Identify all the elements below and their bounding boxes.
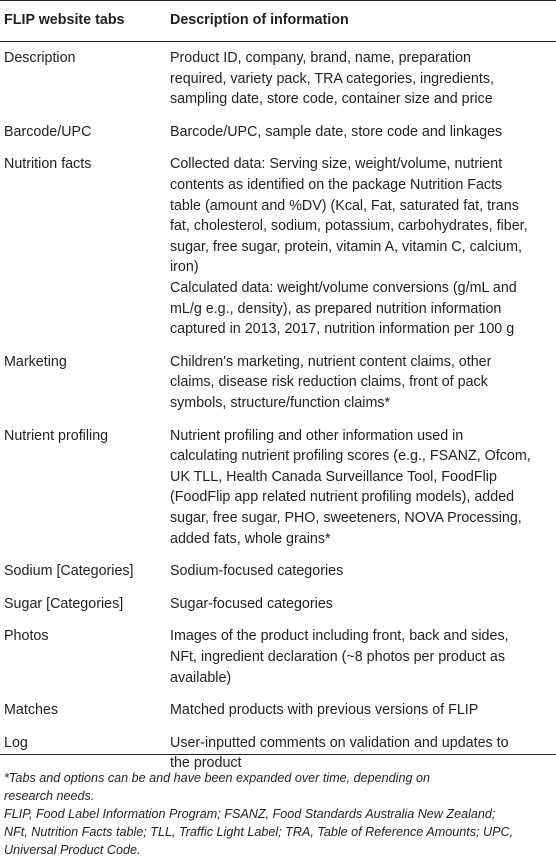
table-row (0, 588, 556, 621)
row-description (170, 122, 502, 143)
description-line: UK TLL, Health Canada Surveillance Tool, FoodFlip (170, 468, 497, 485)
row-description (170, 561, 343, 582)
row-description (170, 48, 494, 110)
table-row (0, 116, 556, 149)
row-tab-name: Barcode/UPC (4, 123, 92, 140)
description-line: contents as identified on the package Nutrition Facts (170, 176, 503, 193)
row-tab-name: Sugar [Categories] (4, 595, 124, 612)
row-tab-name: Sodium [Categories] (4, 563, 134, 580)
description-line: Matched products with previous versions of FLIP (170, 702, 479, 719)
table-row (0, 620, 556, 694)
description-line: Barcode/UPC, sample date, store code and linkages (170, 123, 503, 140)
description-line: Children's marketing, nutrient content claims, other (170, 353, 492, 370)
row-tab-name: Marketing (4, 353, 67, 370)
description-line: Nutrient profiling and other information used in (170, 427, 464, 444)
table-row (0, 148, 556, 345)
description-line: sampling date, store code, container size and price (170, 91, 493, 108)
description-line: iron) (170, 259, 199, 276)
description-line: the product (170, 755, 242, 772)
row-tab-name: Nutrition facts (4, 156, 92, 173)
description-line: sugar, free sugar, PHO, sweeteners, NOVA Processing, (170, 509, 522, 526)
description-line: NFt, ingredient declaration (~8 photos per product as (170, 648, 505, 665)
table-row (0, 346, 556, 420)
description-line: required, variety pack, TRA categories, ingredients, (170, 70, 494, 87)
row-description (170, 700, 478, 721)
table-header-row (0, 0, 556, 42)
footnote-line: *Tabs and options can be and have been expanded over time, depending on (4, 771, 430, 785)
description-line: claims, disease risk reduction claims, front of pack (170, 374, 488, 391)
description-line: Calculated data: weight/volume conversions (g/mL and (170, 279, 517, 296)
description-line: sugar, free sugar, protein, vitamin A, vitamin C, calcium, (170, 238, 523, 255)
description-line: fat, cholesterol, sodium, potassium, carbohydrates, fiber, (170, 218, 528, 235)
row-description (170, 426, 531, 550)
row-tab-name: Matches (4, 702, 59, 719)
header-flip-website-tabs: FLIP website tabs (4, 12, 125, 28)
description-line: captured in 2013, 2017, nutrition information per 100 g (170, 321, 515, 338)
description-line: Images of the product including front, back and sides, (170, 628, 509, 645)
description-line: (FoodFlip app related nutrient profiling models), added (170, 489, 515, 506)
description-line: mL/g e.g., density), as prepared nutrition information (170, 300, 502, 317)
row-tab-name: Photos (4, 628, 49, 645)
row-tab-name: Log (4, 734, 28, 751)
footnote-line: research needs. (4, 789, 95, 803)
footnote-line: FLIP, Food Label Information Program; FSANZ, Food Standards Australia New Zealand; (4, 807, 496, 821)
description-line: available) (170, 669, 232, 686)
description-line: table (amount and %DV) (Kcal, Fat, saturated fat, trans (170, 197, 519, 214)
row-description (170, 626, 509, 688)
table-bottom-rule (0, 754, 556, 755)
description-line: Sugar-focused categories (170, 595, 333, 612)
footnote-line: NFt, Nutrition Facts table; TLL, Traffic Light Label; TRA, Table of Reference Amounts; UPC, (4, 825, 514, 839)
row-tab-name: Description (4, 50, 76, 66)
table-row (0, 420, 556, 556)
description-line: Product ID, company, brand, name, preparation (170, 50, 471, 66)
description-line: Collected data: Serving size, weight/volume, nutrient (170, 156, 503, 173)
row-description (170, 594, 333, 615)
table-body (0, 42, 556, 780)
description-line: symbols, structure/function claims* (170, 394, 391, 411)
description-line: calculating nutrient profiling scores (e.g., FSANZ, Ofcom, (170, 448, 531, 465)
row-description (170, 154, 528, 339)
description-line: User-inputted comments on validation and updates to (170, 734, 509, 751)
table-row (0, 42, 556, 116)
table-row (0, 694, 556, 727)
description-line: added fats, whole grains* (170, 530, 331, 547)
row-tab-name: Nutrient profiling (4, 427, 109, 444)
header-description-of-information: Description of information (170, 12, 349, 28)
footnote-line: Universal Product Code. (4, 843, 141, 857)
row-description (170, 352, 491, 414)
description-line: Sodium-focused categories (170, 563, 344, 580)
table-row (0, 555, 556, 588)
table-footnotes (4, 769, 552, 859)
